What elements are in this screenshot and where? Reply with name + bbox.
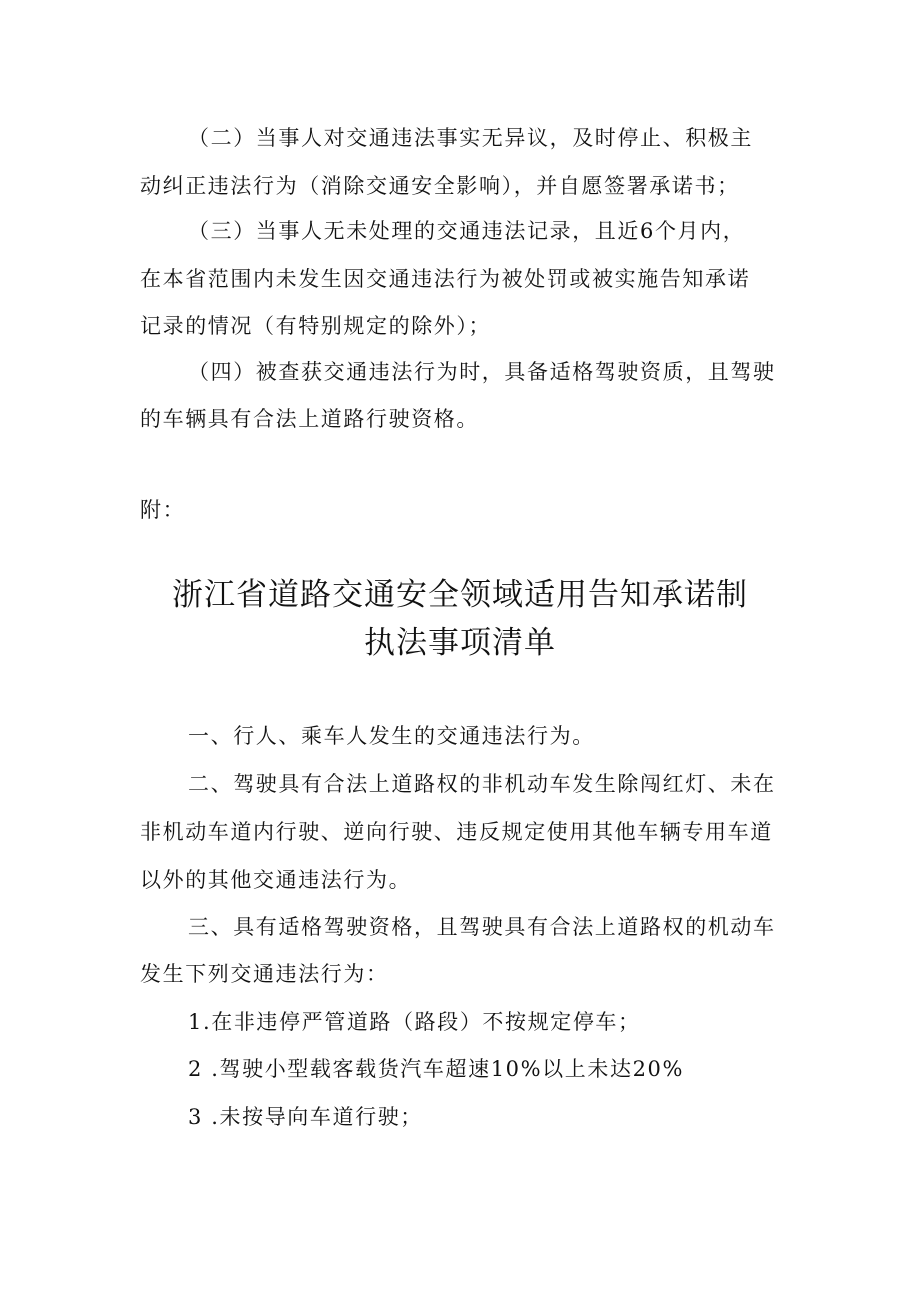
- document-title-line-1: 浙江省道路交通安全领域适用告知承诺制: [172, 577, 748, 613]
- condition-3-line-3: 记录的情况（有特别规定的除外）；: [140, 314, 492, 338]
- list-item-3-line-1: 三、具有适格驾驶资格，且驾驶具有合法上道路权的机动车: [188, 915, 776, 939]
- condition-4-line-1: （四）被查获交通违法行为时，具备适格驾驶资质，且驾驶: [188, 360, 776, 384]
- list-item-3-line-2: 发生下列交通违法行为：: [140, 962, 389, 986]
- sub-item-2: 2 .驾驶小型载客载货汽车超速10%以上未达20%: [188, 1057, 685, 1081]
- condition-3-line-2: 在本省范围内未发生因交通违法行为被处罚或被实施告知承诺: [140, 267, 751, 291]
- list-item-2-line-1: 二、驾驶具有合法上道路权的非机动车发生除闯红灯、未在: [188, 772, 776, 796]
- condition-2-line-2: 动纠正违法行为（消除交通安全影响），并自愿签署承诺书；: [140, 174, 740, 198]
- list-item-2-line-3: 以外的其他交通违法行为。: [140, 868, 412, 892]
- list-item-1: 一、行人、乘车人发生的交通违法行为。: [188, 724, 595, 748]
- condition-2-line-1: （二）当事人对交通违法事实无异议，及时停止、积极主: [188, 126, 753, 150]
- sub-item-3: 3 .未按导向车道行驶；: [188, 1105, 423, 1129]
- condition-4-line-2: 的车辆具有合法上道路行驶资格。: [140, 407, 479, 431]
- document-title-line-2: 执法事项清单: [364, 625, 556, 661]
- condition-3-line-1: （三）当事人无未处理的交通违法记录，且近6个月内，: [188, 219, 746, 243]
- sub-item-1: 1.在非违停严管道路（路段）不按规定停车；: [188, 1010, 641, 1034]
- list-item-2-line-2: 非机动车道内行驶、逆向行驶、违反规定使用其他车辆专用车道: [140, 820, 773, 844]
- attachment-label: 附：: [140, 498, 186, 522]
